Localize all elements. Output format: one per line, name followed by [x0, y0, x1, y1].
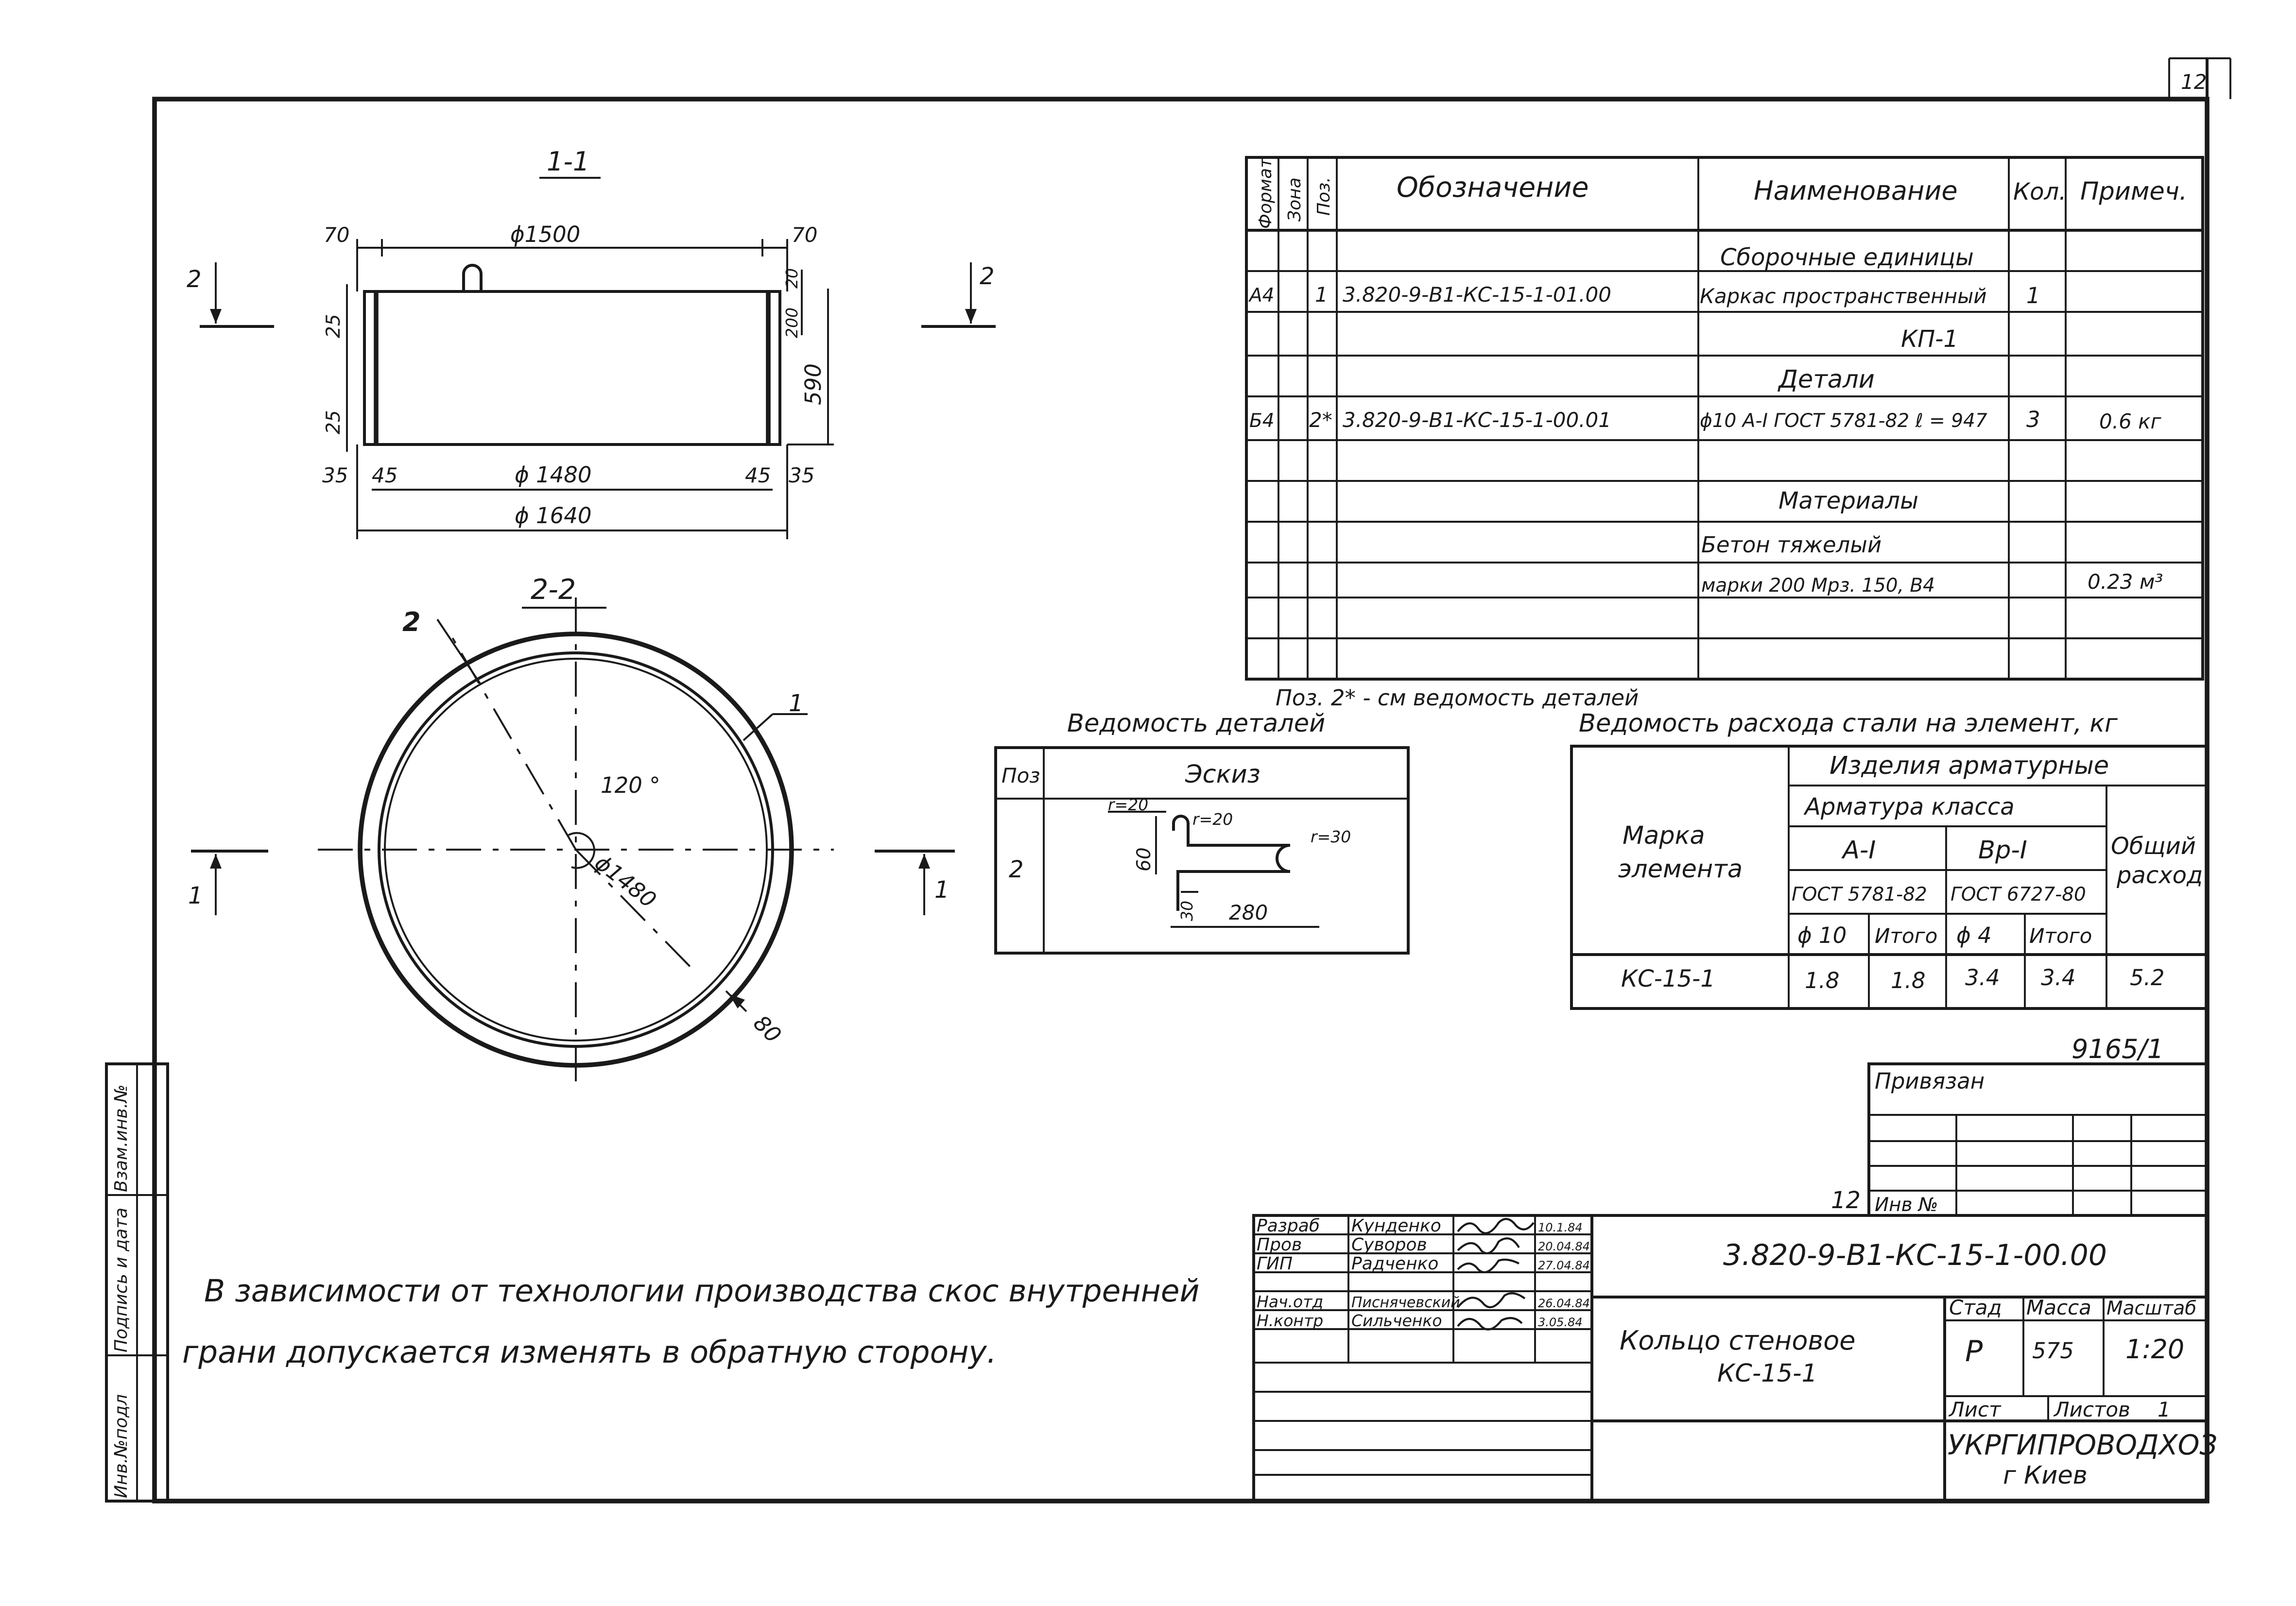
sketch-height: 60 [1133, 847, 1155, 871]
cut-marker-right: 2 [980, 263, 995, 290]
tb-name-4: Сильченко [1351, 1311, 1442, 1330]
spec-row-4-pos: 2* [1309, 408, 1332, 432]
steel-row-b2: 3.4 [2041, 965, 2076, 991]
steel-class-b: Вр-I [1978, 836, 2027, 865]
tb-date-1: 20.04.84 [1538, 1240, 1590, 1253]
steel-row-a1: 1.8 [1805, 968, 1840, 993]
tb-organization: УКРГИПРОВОДХОЗ [1948, 1429, 2218, 1461]
spec-row-1-format: А4 [1249, 285, 1275, 307]
spec-row-0-name: Сборочные единицы [1720, 244, 1974, 271]
callout-position-2: 2 [402, 607, 421, 637]
cut-marker-left: 2 [187, 266, 202, 293]
spec-header-designation: Обозначение [1397, 171, 1589, 204]
steel-total-header-2: расход [2117, 862, 2203, 889]
spec-header-format: Формат [1256, 157, 1276, 229]
tb-date-4: 3.05.84 [1538, 1316, 1583, 1329]
section-2-2 [188, 574, 955, 1086]
spec-header-note: Примеч. [2080, 177, 2188, 206]
tb-role-2: ГИП [1257, 1254, 1293, 1274]
section-1-1-title: 1-1 [547, 146, 590, 177]
sketch-length: 280 [1229, 901, 1268, 925]
spec-row-2-name: КП-1 [1901, 325, 1959, 353]
steel-class-a: А-I [1843, 836, 1876, 865]
details-title: Ведомость деталей [1067, 709, 1326, 738]
dim-left-25-top: 25 [323, 314, 345, 338]
margin-orig-inv: Инв.№подл [111, 1394, 131, 1498]
steel-group-header: Изделия арматурные [1830, 752, 2109, 781]
left-margin-stamp [106, 1064, 168, 1501]
details-table [996, 709, 1408, 953]
spec-row-8-note: 0.23 м³ [2088, 570, 2163, 594]
tb-name-3: Писнячевский [1351, 1294, 1460, 1311]
tb-mass-label: Масса [2026, 1296, 2091, 1319]
spec-row-4-qty: 3 [2026, 407, 2040, 433]
cut-marker-1-left: 1 [188, 882, 203, 909]
spec-header-name: Наименование [1754, 175, 1958, 206]
tb-name-1: Суворов [1351, 1235, 1427, 1255]
margin-signature-date: Подпись и дата [111, 1207, 131, 1352]
steel-gost-a: ГОСТ 5781-82 [1792, 884, 1927, 906]
dim-right-20: 20 [782, 268, 801, 289]
sketch-radius-2: r=20 [1192, 810, 1233, 829]
tb-designation: 3.820-9-В1-КС-15-1-00.00 [1723, 1238, 2107, 1272]
tb-date-3: 26.04.84 [1538, 1297, 1590, 1310]
tb-sheets-label: Листов [2054, 1398, 2130, 1421]
sketch-radius-3: r=30 [1311, 827, 1351, 846]
binding-inv-number: 12 [1831, 1187, 1861, 1214]
dim-top-left: 70 [324, 223, 350, 247]
angle-label: 120 ° [601, 772, 660, 798]
tb-element-name-2: КС-15-1 [1717, 1359, 1817, 1388]
dim-outer-diameter: ϕ 1640 [515, 503, 592, 529]
dim-top-diameter: ϕ1500 [510, 222, 581, 247]
steel-gost-b: ГОСТ 6727-80 [1951, 884, 2086, 906]
spec-row-3-name: Детали [1778, 365, 1875, 394]
tb-role-1: Пров [1257, 1235, 1302, 1255]
tb-date-2: 27.04.84 [1538, 1259, 1590, 1272]
binding-label: Привязан [1875, 1068, 1985, 1094]
callout-position-1: 1 [789, 690, 804, 717]
dim-bottom-right-45: 45 [745, 463, 771, 487]
diameter-label: ϕ1480 [590, 849, 661, 913]
steel-sub-a1: ϕ 10 [1797, 923, 1847, 948]
spec-row-4-designation: 3.820-9-В1-КС-15-1-00.01 [1343, 408, 1611, 432]
spec-row-1-qty: 1 [2026, 283, 2040, 308]
steel-row-a2: 1.8 [1891, 968, 1926, 993]
note-line-1: В зависимости от технологии производства скос внутренней [204, 1273, 1200, 1309]
tb-stage-label: Стад [1949, 1296, 2002, 1319]
signature-scribbles [1458, 1219, 1534, 1329]
steel-consumption-table [1571, 709, 2207, 1008]
tb-city: г Киев [2003, 1461, 2088, 1490]
steel-total-header-1: Общий [2111, 833, 2196, 860]
spec-row-4-name: ϕ10 А-I ГОСТ 5781-82 ℓ = 947 [1700, 410, 1987, 432]
spec-row-1-pos: 1 [1315, 283, 1328, 307]
tb-role-3: Нач.отд [1257, 1292, 1324, 1311]
binding-inv-label: Инв № [1875, 1194, 1938, 1216]
steel-row-total: 5.2 [2130, 965, 2165, 991]
dim-inner-diameter: ϕ 1480 [515, 462, 592, 488]
section-2-2-title: 2-2 [531, 574, 576, 606]
details-header-pos: Поз [1001, 764, 1040, 788]
steel-mark-header-1: Марка [1623, 821, 1705, 851]
spec-row-7-name: Бетон тяжелый [1701, 532, 1882, 558]
section-1-1 [187, 146, 996, 539]
tb-sheet-label: Лист [1949, 1398, 2001, 1421]
spec-header-zone: Зона [1285, 177, 1305, 222]
bar-sketch [1108, 795, 1351, 927]
tb-scale-label: Масштаб [2106, 1298, 2197, 1319]
note-line-2: грани допускается изменять в обратную сторону. [182, 1334, 997, 1370]
steel-title: Ведомость расхода стали на элемент, кг [1579, 709, 2118, 738]
spec-header-qty: Кол. [2013, 178, 2067, 205]
spec-header-pos: Поз. [1314, 177, 1334, 216]
spec-row-4-format: Б4 [1249, 410, 1275, 432]
spec-footnote: Поз. 2* - см ведомость деталей [1276, 685, 1639, 711]
tb-mass: 575 [2032, 1338, 2074, 1364]
steel-mark-header-2: элемента [1618, 855, 1743, 884]
tb-date-0: 10.1.84 [1538, 1221, 1583, 1234]
dim-bottom-left-45: 45 [372, 463, 398, 487]
tb-role-0: Разраб [1257, 1216, 1320, 1236]
margin-replace-inv: Взам.инв.№ [111, 1084, 131, 1192]
steel-sub-b1: ϕ 4 [1956, 923, 1992, 948]
tb-scale: 1:20 [2125, 1334, 2185, 1365]
details-header-sketch: Эскиз [1185, 760, 1260, 789]
cut-marker-1-right: 1 [934, 876, 949, 904]
general-note [182, 1273, 1199, 1370]
dim-bottom-right-35: 35 [789, 463, 815, 487]
sketch-radius-1: r=20 [1108, 795, 1149, 814]
wall-thickness-label: 80 [748, 1010, 787, 1048]
dim-top-right: 70 [792, 223, 818, 247]
spec-row-1-name: Каркас пространственный [1700, 284, 1987, 308]
spec-row-6-name: Материалы [1778, 487, 1918, 514]
steel-sub-b2: Итого [2029, 924, 2092, 948]
steel-row-b1: 3.4 [1965, 965, 2000, 991]
steel-class-header: Арматура класса [1805, 793, 2015, 820]
spec-row-4-note: 0.6 кг [2099, 410, 2161, 433]
dim-bottom-left-35: 35 [322, 463, 348, 487]
tb-name-0: Кунденко [1351, 1216, 1441, 1236]
tb-stage: Р [1965, 1334, 1983, 1368]
dim-left-25-bottom: 25 [323, 410, 345, 434]
tb-element-name-1: Кольцо стеновое [1620, 1325, 1856, 1356]
sketch-short: 30 [1177, 901, 1196, 921]
title-block [1254, 1215, 2217, 1501]
specification-table [1246, 157, 2203, 711]
details-row-pos: 2 [1009, 856, 1024, 883]
sheet-number: 12 [2181, 70, 2207, 94]
steel-sub-a2: Итого [1875, 924, 1938, 948]
binding-block [1831, 1034, 2207, 1216]
dim-right-200: 200 [782, 308, 801, 338]
tb-name-2: Радченко [1351, 1254, 1439, 1274]
steel-row-mark: КС-15-1 [1621, 965, 1715, 992]
binding-code: 9165/1 [2072, 1034, 2164, 1064]
dim-height-590: 590 [800, 363, 826, 405]
spec-row-1-designation: 3.820-9-В1-КС-15-1-01.00 [1343, 283, 1611, 307]
spec-row-8-name: марки 200 Мрз. 150, В4 [1701, 575, 1935, 597]
tb-sheets-value: 1 [2158, 1398, 2171, 1421]
tb-role-4: Н.контр [1257, 1311, 1324, 1330]
